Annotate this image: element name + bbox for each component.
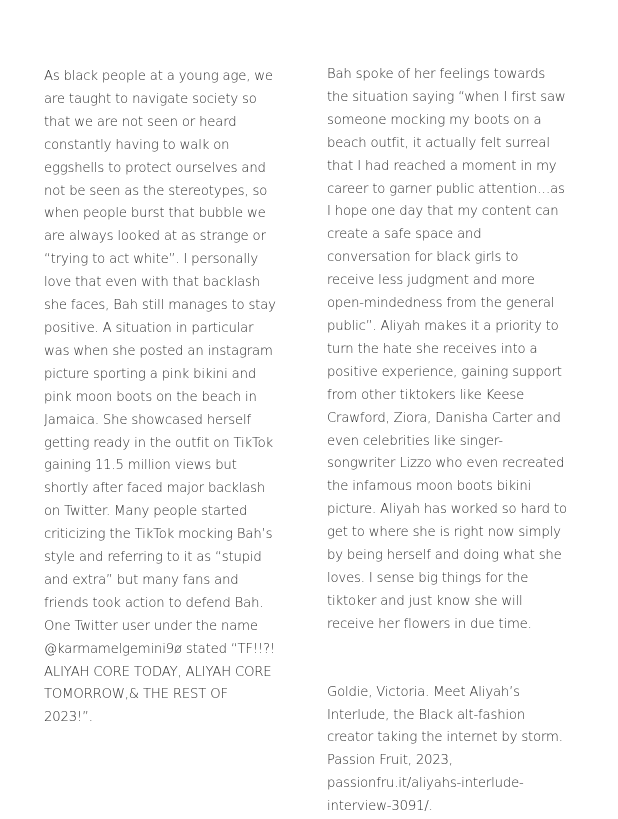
body-paragraph-right: Bah spoke of her feelings towards the situation saying “when I first saw someone mocking my boots on a beach outfit, it actually felt surreal that I had reached a moment in my career to garner public attention…as I hope one day that my content can create a safe space and conversation for black girls to receive less judgment and more open-mindedness from the general public”. Aliyah makes it a priority to turn the hate she receives into a positive experience, gaining support from other tiktokers like Keese Crawford, Ziora, Danisha Carter and even celebrities like singer-songwriter Lizzo who even recreated the infamous moon boots bikini picture. Aliyah has worked so hard to get to where she is right now simply by being herself and doing what she loves. I sense big things for the tiktoker and just know she will receive her flowers in due time. — [327, 67, 567, 632]
left-column — [44, 66, 276, 730]
body-paragraph-left: As black people at a young age, we are taught to navigate society so that we are not seen or heard constantly having to walk on eggshells to protect ourselves and not be seen as the stereotypes, so when people burst that bubble we are always looked at as strange or “trying to act white”. I personally love that even with that backlash she faces, Bah still manages to stay positive. A situation in particular was when she posted an instagram picture sporting a pink bikini and pink moon boots on the beach in Jamaica. She showcased herself getting ready in the outfit on TikTok gaining 11.5 million views but shortly after faced major backlash on Twitter. Many people started criticizing the TikTok mocking Bah’s style and referring to it as “stupid and extra” but many fans and friends took action to defend Bah. One Twitter user under the name @karmamelgemini9ø stated “TF!!?! ALIYAH CORE TODAY, ALIYAH CORE TOMORROW,& THE REST OF 2023!”. — [44, 69, 276, 726]
citation-reference: Goldie, Victoria. Meet Aliyah’s Interlude, the Black alt-fashion creator taking the internet by storm. Passion Fruit, 2023, passionfru.it/aliyahs-interlude-interview-3091/. — [327, 684, 563, 815]
right-column — [327, 64, 567, 819]
